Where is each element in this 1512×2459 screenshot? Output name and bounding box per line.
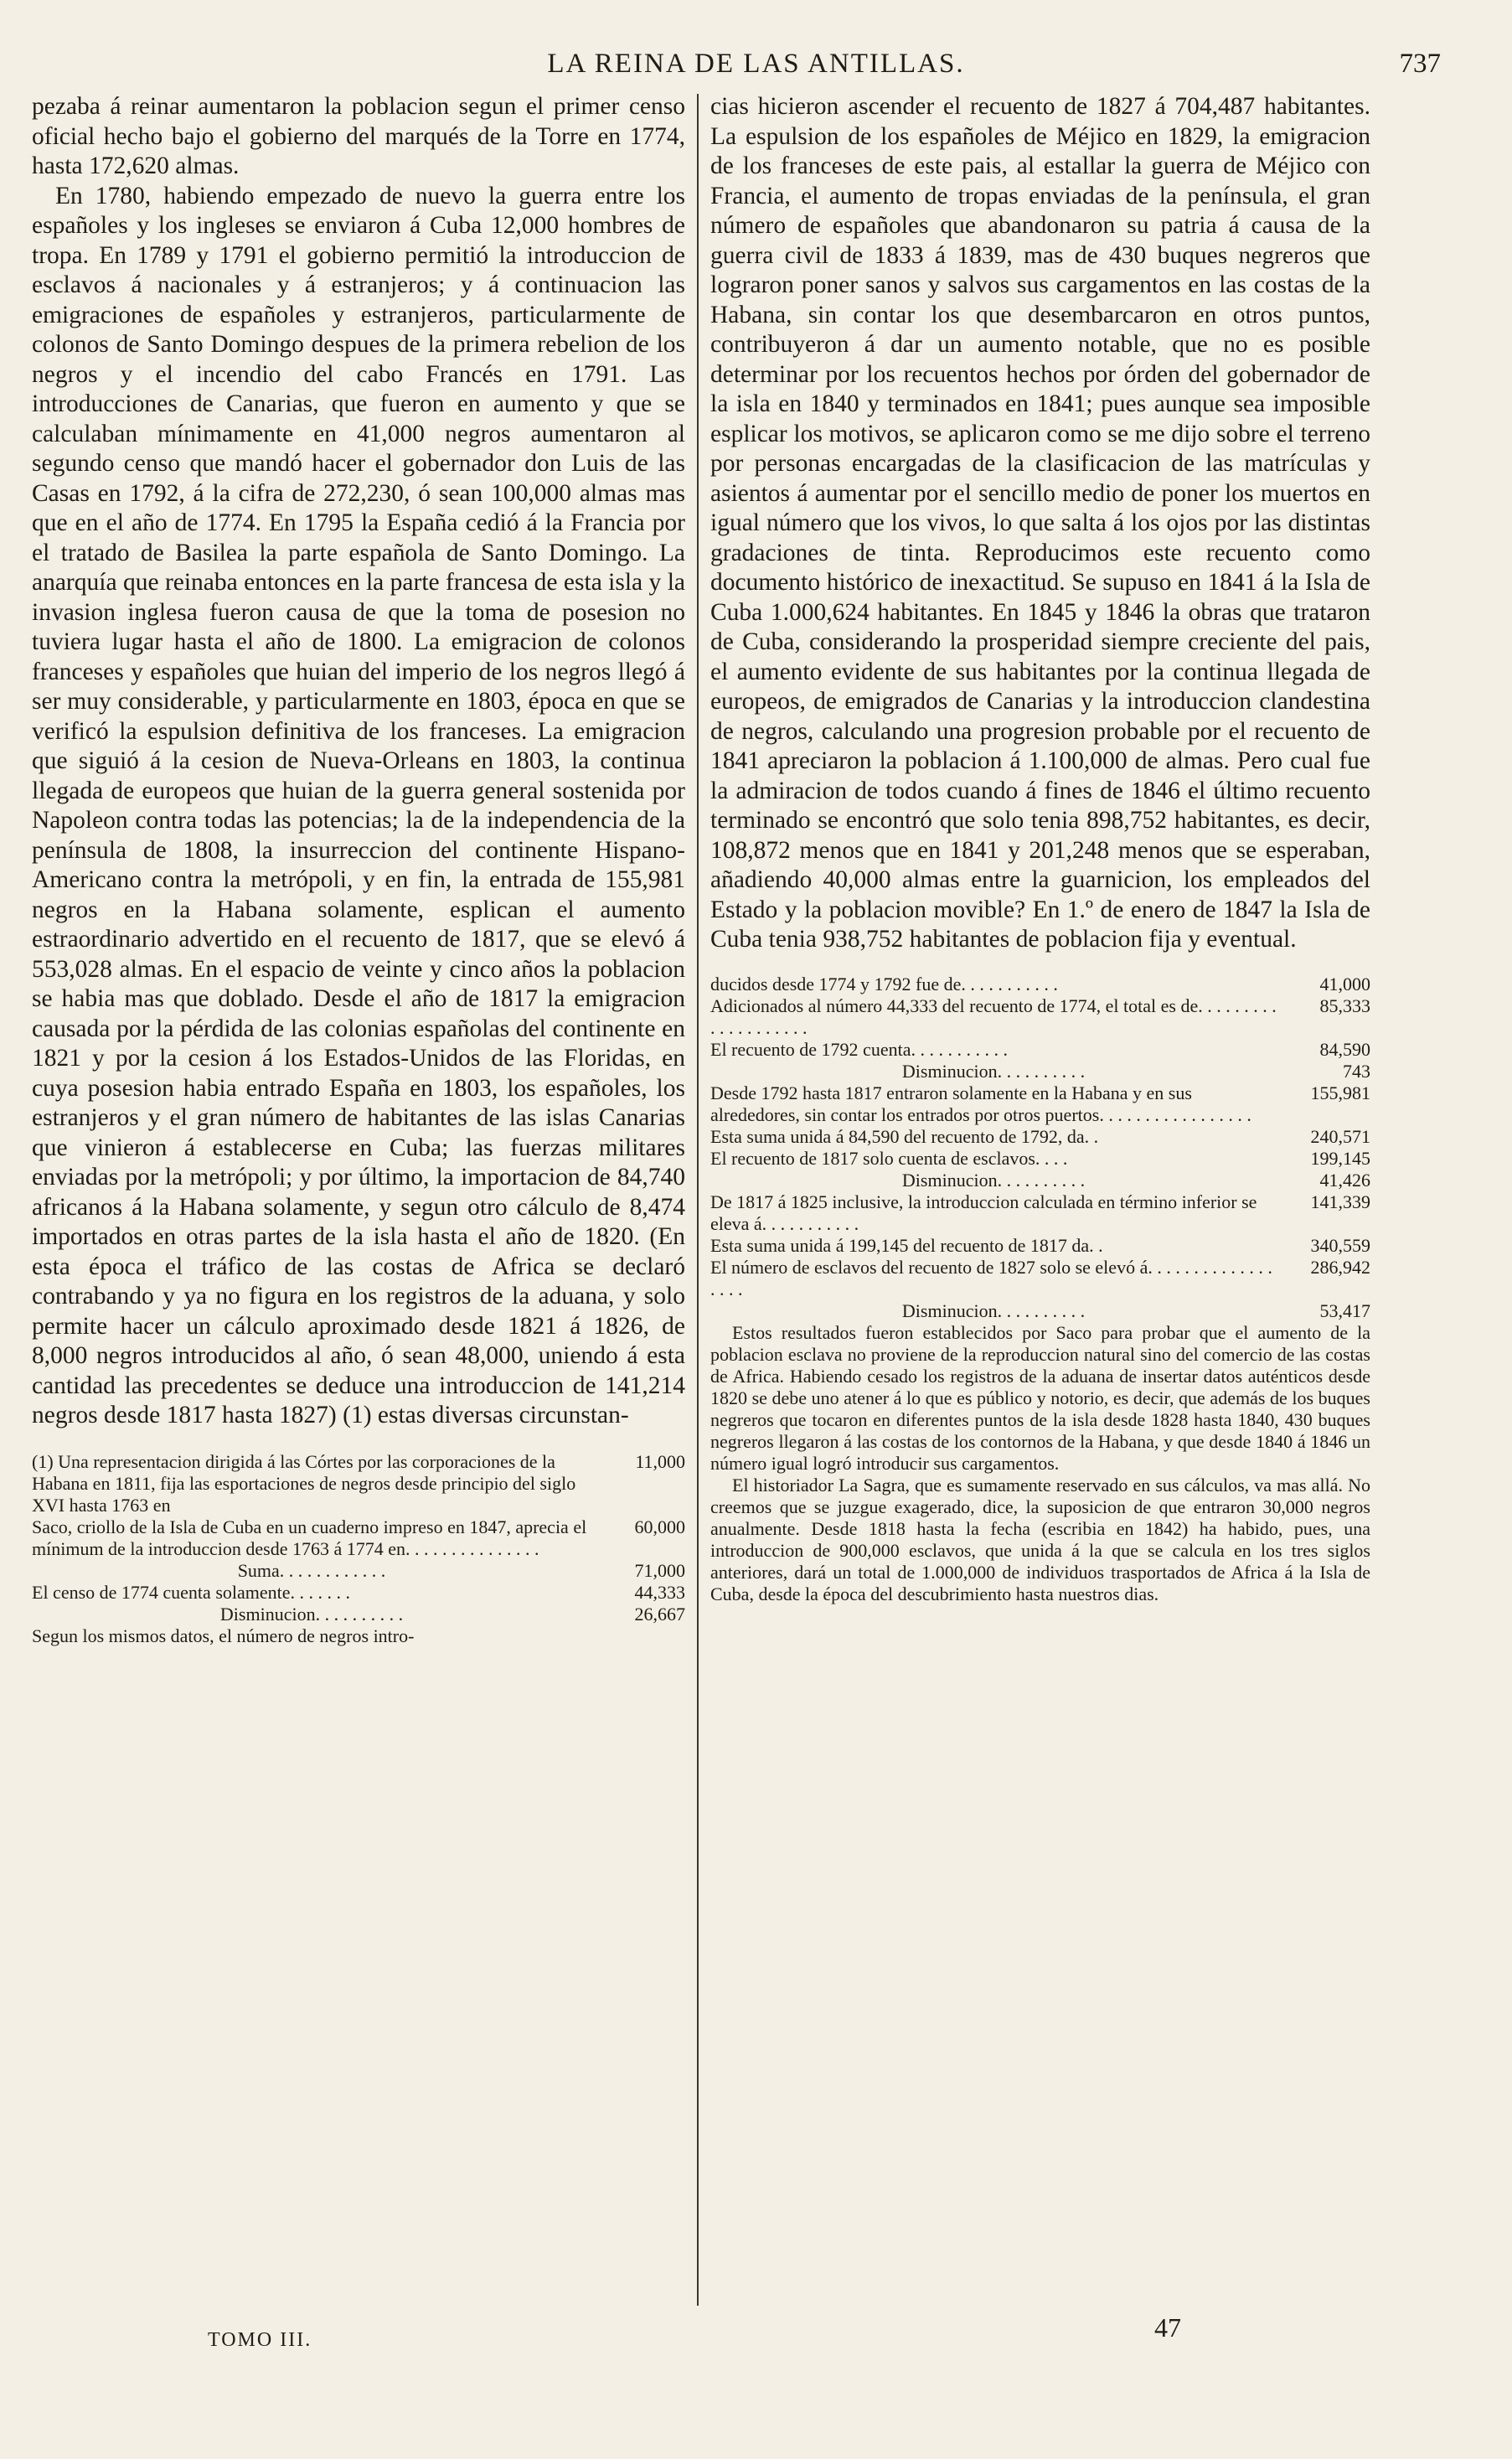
- row-label: Esta suma unida á 84,590 del recuento de 1792, da. .: [710, 1125, 1099, 1147]
- footnote-label: Disminucion. . . . . . . . . .: [219, 1603, 404, 1625]
- footnote-row: [32, 1625, 685, 1647]
- footnote-value: 11,000: [635, 1450, 685, 1472]
- paragraph: cias hicieron ascender el recuento de 1827 á 704,487 habitantes. La espulsion de los españoles de Méjico en 1829, la emigracion de los franceses de este pais, al estallar la guerra de Méjico con Francia, el aumento de tropas enviadas de la península, el gran número de españoles que abandonaron su patria á causa de la guerra civil de 1833 á 1839, mas de 430 buques negreros que lograron poner sanos y salvos sus cargamentos en las costas de la Habana, sin contar los que desembarcaron en otros puntos, contribuyeron á dar un aumento notable, que no es posible determinar por los recuentos hechos por órden del gobernador de la isla en 1840 y terminados en 1841; pues aunque sea imposible esplicar los motivos, se aplicaron como se me dijo sobre el terreno por personas encargadas de la clasificacion de las matrículas y asientos á aumentar por el sencillo medio de poner los muertos en igual número que los vivos, lo que salta á los ojos por las distintas gradaciones de tinta. Reproducimos este recuento como documento histórico de inexactitud. Se supuso en 1841 á la Isla de Cuba 1.000,624 habitantes. En 1845 y 1846 la obras que trataron de Cuba, considerando la prosperidad siempre creciente del pais, el aumento evidente de sus habitantes por la continua llegada de europeos, de emigrados de Canarias y la introduccion clandestina de negros, calculando una progresion probable por el recuento de 1841 apreciaron la poblacion á 1.100,000 de almas. Pero cual fue la admiracion de todos cuando á fines de 1846 el último recuento terminado se encontró que solo tenia 898,752 habitantes, es decir, 108,872 menos que en 1841 y 201,248 menos que se esperaban, añadiendo 40,000 almas entre la guarnicion, los empleados del Estado y la poblacion movible? En 1.º de enero de 1847 la Isla de Cuba tenia 938,752 habitantes de poblacion fija y eventual.: [710, 93, 1370, 953]
- footnote-value: 71,000: [634, 1559, 685, 1581]
- table-row: [710, 1061, 1370, 1082]
- volume-label: TOMO III.: [208, 2329, 312, 2351]
- table-row: [710, 1191, 1370, 1235]
- footnote-label: (1) Una representacion dirigida á las Córtes por las corporaciones de la Habana en 1811, fija las esportaciones de negros desde principio del siglo XVI hasta 1763 en: [32, 1450, 576, 1516]
- row-value: 286,942: [1310, 1256, 1370, 1278]
- table-row: [710, 1082, 1370, 1126]
- note-paragraph: Estos resultados fueron establecidos por Saco para probar que el aumento de la poblacion esclava no proviene de la reproduccion natural sino del comercio de las costas de Africa. Habiendo cesado los registros de la aduana de insertar datos auténticos desde 1820 se debe uno atener á lo que es público y notorio, es decir, que además de los buques negreros que tocaron en diferentes puntos de la isla desde 1828 hasta 1840, 430 buques negreros llegaron á las costas de los contornos de la Habana, y que desde 1840 á 1846 un número igual logró introducir sus cargamentos.: [710, 1321, 1370, 1474]
- table-row: [710, 974, 1370, 995]
- table-row: [710, 1126, 1370, 1148]
- page-number: 737: [1399, 49, 1441, 79]
- footnote-label: Segun los mismos datos, el número de negros intro-: [32, 1625, 415, 1646]
- footnote-value: 26,667: [634, 1603, 685, 1625]
- row-value: 340,559: [1310, 1234, 1370, 1256]
- footnote-row: [32, 1451, 685, 1516]
- row-label: Disminucion. . . . . . . . . .: [901, 1299, 1086, 1321]
- row-label: El recuento de 1792 cuenta. . . . . . . . . . .: [710, 1038, 1008, 1060]
- column-divider: [697, 94, 699, 2306]
- row-value: 155,981: [1310, 1082, 1370, 1103]
- note-paragraph: El historiador La Sagra, que es sumamente reservado en sus cálculos, va mas allá. No creemos que se juzgue exagerado, dice, la suposicion de que entraron 30,000 negros anualmente. Desde 1818 hasta la fecha (escribia en 1842) ha habido, pues, una introduccion de 900,000 esclavos, que unida á la que se calcula en los tres siglos anteriores, dará un total de 1.000,000 de individuos trasportados de Africa á la Isla de Cuba, desde la época del descubrimiento hasta nuestros dias.: [710, 1474, 1370, 1604]
- footnote-row: [32, 1516, 685, 1560]
- right-column: [710, 92, 1370, 1605]
- table-row: [710, 1039, 1370, 1061]
- row-value: 41,426: [1319, 1169, 1370, 1191]
- table-row: [710, 1300, 1370, 1322]
- paragraph: En 1780, habiendo empezado de nuevo la guerra entre los españoles y los ingleses se enviaron á Cuba 12,000 hombres de tropa. En 1789 y 1791 el gobierno permitió la introduccion de esclavos á nacionales y á estranjeros; y á continuacion las emigraciones de españoles y estranjeros, particularmente de colonos de Santo Domingo despues de la primera rebelion de los negros y el incendio del cabo Francés en 1791. Las introducciones de Canarias, que fueron en aumento y que se calculaban mínimamente en 41,000 negros aumentaron al segundo censo que mandó hacer el gobernador don Luis de las Casas en 1792, á la cifra de 272,230, ó sean 100,000 almas mas que en el año de 1774. En 1795 la España cedió á la Francia por el tratado de Basilea la parte española de Santo Domingo. La anarquía que reinaba entonces en la parte francesa de esta isla y la invasion inglesa fueron causa de que la toma de posesion no tuviera lugar hasta el año de 1800. La emigracion de colonos franceses y españoles que huian del imperio de los negros llegó á ser muy considerable, y particularmente en 1803, época en que se verificó la espulsion definitiva de los franceses. La emigracion que siguió á la cesion de Nueva-Orleans en 1803, la continua llegada de europeos que huian de la guerra general sostenida por Napoleon contra todas las potencias; la de la independencia de la península de 1808, la insurreccion del continente Hispano-Americano contra la metrópoli, y en fin, la entrada de 155,981 negros en la Habana solamente, esplican el aumento estraordinario advertido en el recuento de 1817, que se elevó á 553,028 almas. En el espacio de veinte y cinco años la poblacion se habia mas que doblado. Desde el año de 1817 la emigracion causada por la pérdida de las colonias españolas del continente en 1821 y por la cesion á los Estados-Unidos de las Floridas, en cuya posesion habia entrado España en 1803, los españoles, los estranjeros y el gran número de habitantes de las islas Canarias que vinieron á establecerse en Cuba; las fuerzas militares enviadas por la metrópoli; y por último, la importacion de 84,740 africanos á la Habana solamente, y segun otro cálculo de 8,474 importados en otras partes de la isla hasta el año de 1820. (En esta época el tráfico de las costas de Africa se declaró contrabando y ya no figura en los registros de la aduana, y solo permite hacer un cálculo aproximado desde 1821 á 1826, de 8,000 negros introducidos al año, ó sean 48,000, uniendo á esta cantidad las precedentes se deduce una introduccion de 141,214 negros desde 1817 hasta 1827) (1) estas diversas circunstan-: [32, 182, 685, 1428]
- footnote-label: Suma. . . . . . . . . . . .: [237, 1559, 386, 1581]
- row-value: 199,145: [1310, 1147, 1370, 1169]
- footnote-row: [32, 1582, 685, 1604]
- row-label: Desde 1792 hasta 1817 entraron solamente en la Habana y en sus alrededores, sin contar los entrados por otros puertos. . . . . . . . . . . . . . . . .: [710, 1082, 1251, 1125]
- left-column: [32, 92, 685, 1647]
- running-head: [34, 49, 1478, 82]
- paragraph: pezaba á reinar aumentaron la poblacion segun el primer censo oficial hecho bajo el gobierno del marqués de la Torre en 1774, hasta 172,620 almas.: [32, 93, 685, 179]
- row-value: 743: [1343, 1060, 1370, 1082]
- row-label: Disminucion. . . . . . . . . .: [901, 1060, 1086, 1082]
- signature-mark: 47: [1154, 2312, 1181, 2343]
- page-title: LA REINA DE LAS ANTILLAS.: [547, 49, 965, 79]
- row-value: 240,571: [1310, 1125, 1370, 1147]
- footnote: [32, 1451, 685, 1647]
- row-label: De 1817 á 1825 inclusive, la introduccion calculada en término inferior se eleva á. . . . . . . . . . .: [710, 1191, 1257, 1234]
- footnote-label: Saco, criollo de la Isla de Cuba en un cuaderno impreso en 1847, aprecia el mínimum de la introduccion desde 1763 á 1774 en. . . . . . . . . . . . . . .: [32, 1516, 587, 1559]
- row-label: ducidos desde 1774 y 1792 fue de. . . . . . . . . . .: [710, 973, 1058, 994]
- row-label: El recuento de 1817 solo cuenta de esclavos. . . .: [710, 1147, 1068, 1169]
- row-label: Disminucion. . . . . . . . . .: [901, 1169, 1086, 1191]
- table-row: [710, 1148, 1370, 1170]
- row-label: Adicionados al número 44,333 del recuento de 1774, el total es de. . . . . . . . . . . . . . . . . . . .: [710, 994, 1277, 1038]
- table-row: [710, 1170, 1370, 1191]
- table-row: [710, 995, 1370, 1039]
- table-row: [710, 1235, 1370, 1257]
- row-value: 141,339: [1310, 1191, 1370, 1212]
- row-value: 85,333: [1319, 994, 1370, 1016]
- row-label: Esta suma unida á 199,145 del recuento de 1817 da. .: [710, 1234, 1103, 1256]
- footnote-value: 60,000: [634, 1516, 685, 1537]
- census-table: [710, 974, 1370, 1605]
- footnote-row: [32, 1604, 685, 1625]
- footnote-row: [32, 1560, 685, 1582]
- footnote-value: 44,333: [634, 1581, 685, 1603]
- row-label: El número de esclavos del recuento de 1827 solo se elevó á. . . . . . . . . . . . . . . . . .: [710, 1256, 1272, 1299]
- row-value: 53,417: [1319, 1299, 1370, 1321]
- row-value: 41,000: [1319, 973, 1370, 994]
- row-value: 84,590: [1319, 1038, 1370, 1060]
- table-row: [710, 1257, 1370, 1300]
- footnote-label: El censo de 1774 cuenta solamente. . . . . . .: [32, 1581, 351, 1603]
